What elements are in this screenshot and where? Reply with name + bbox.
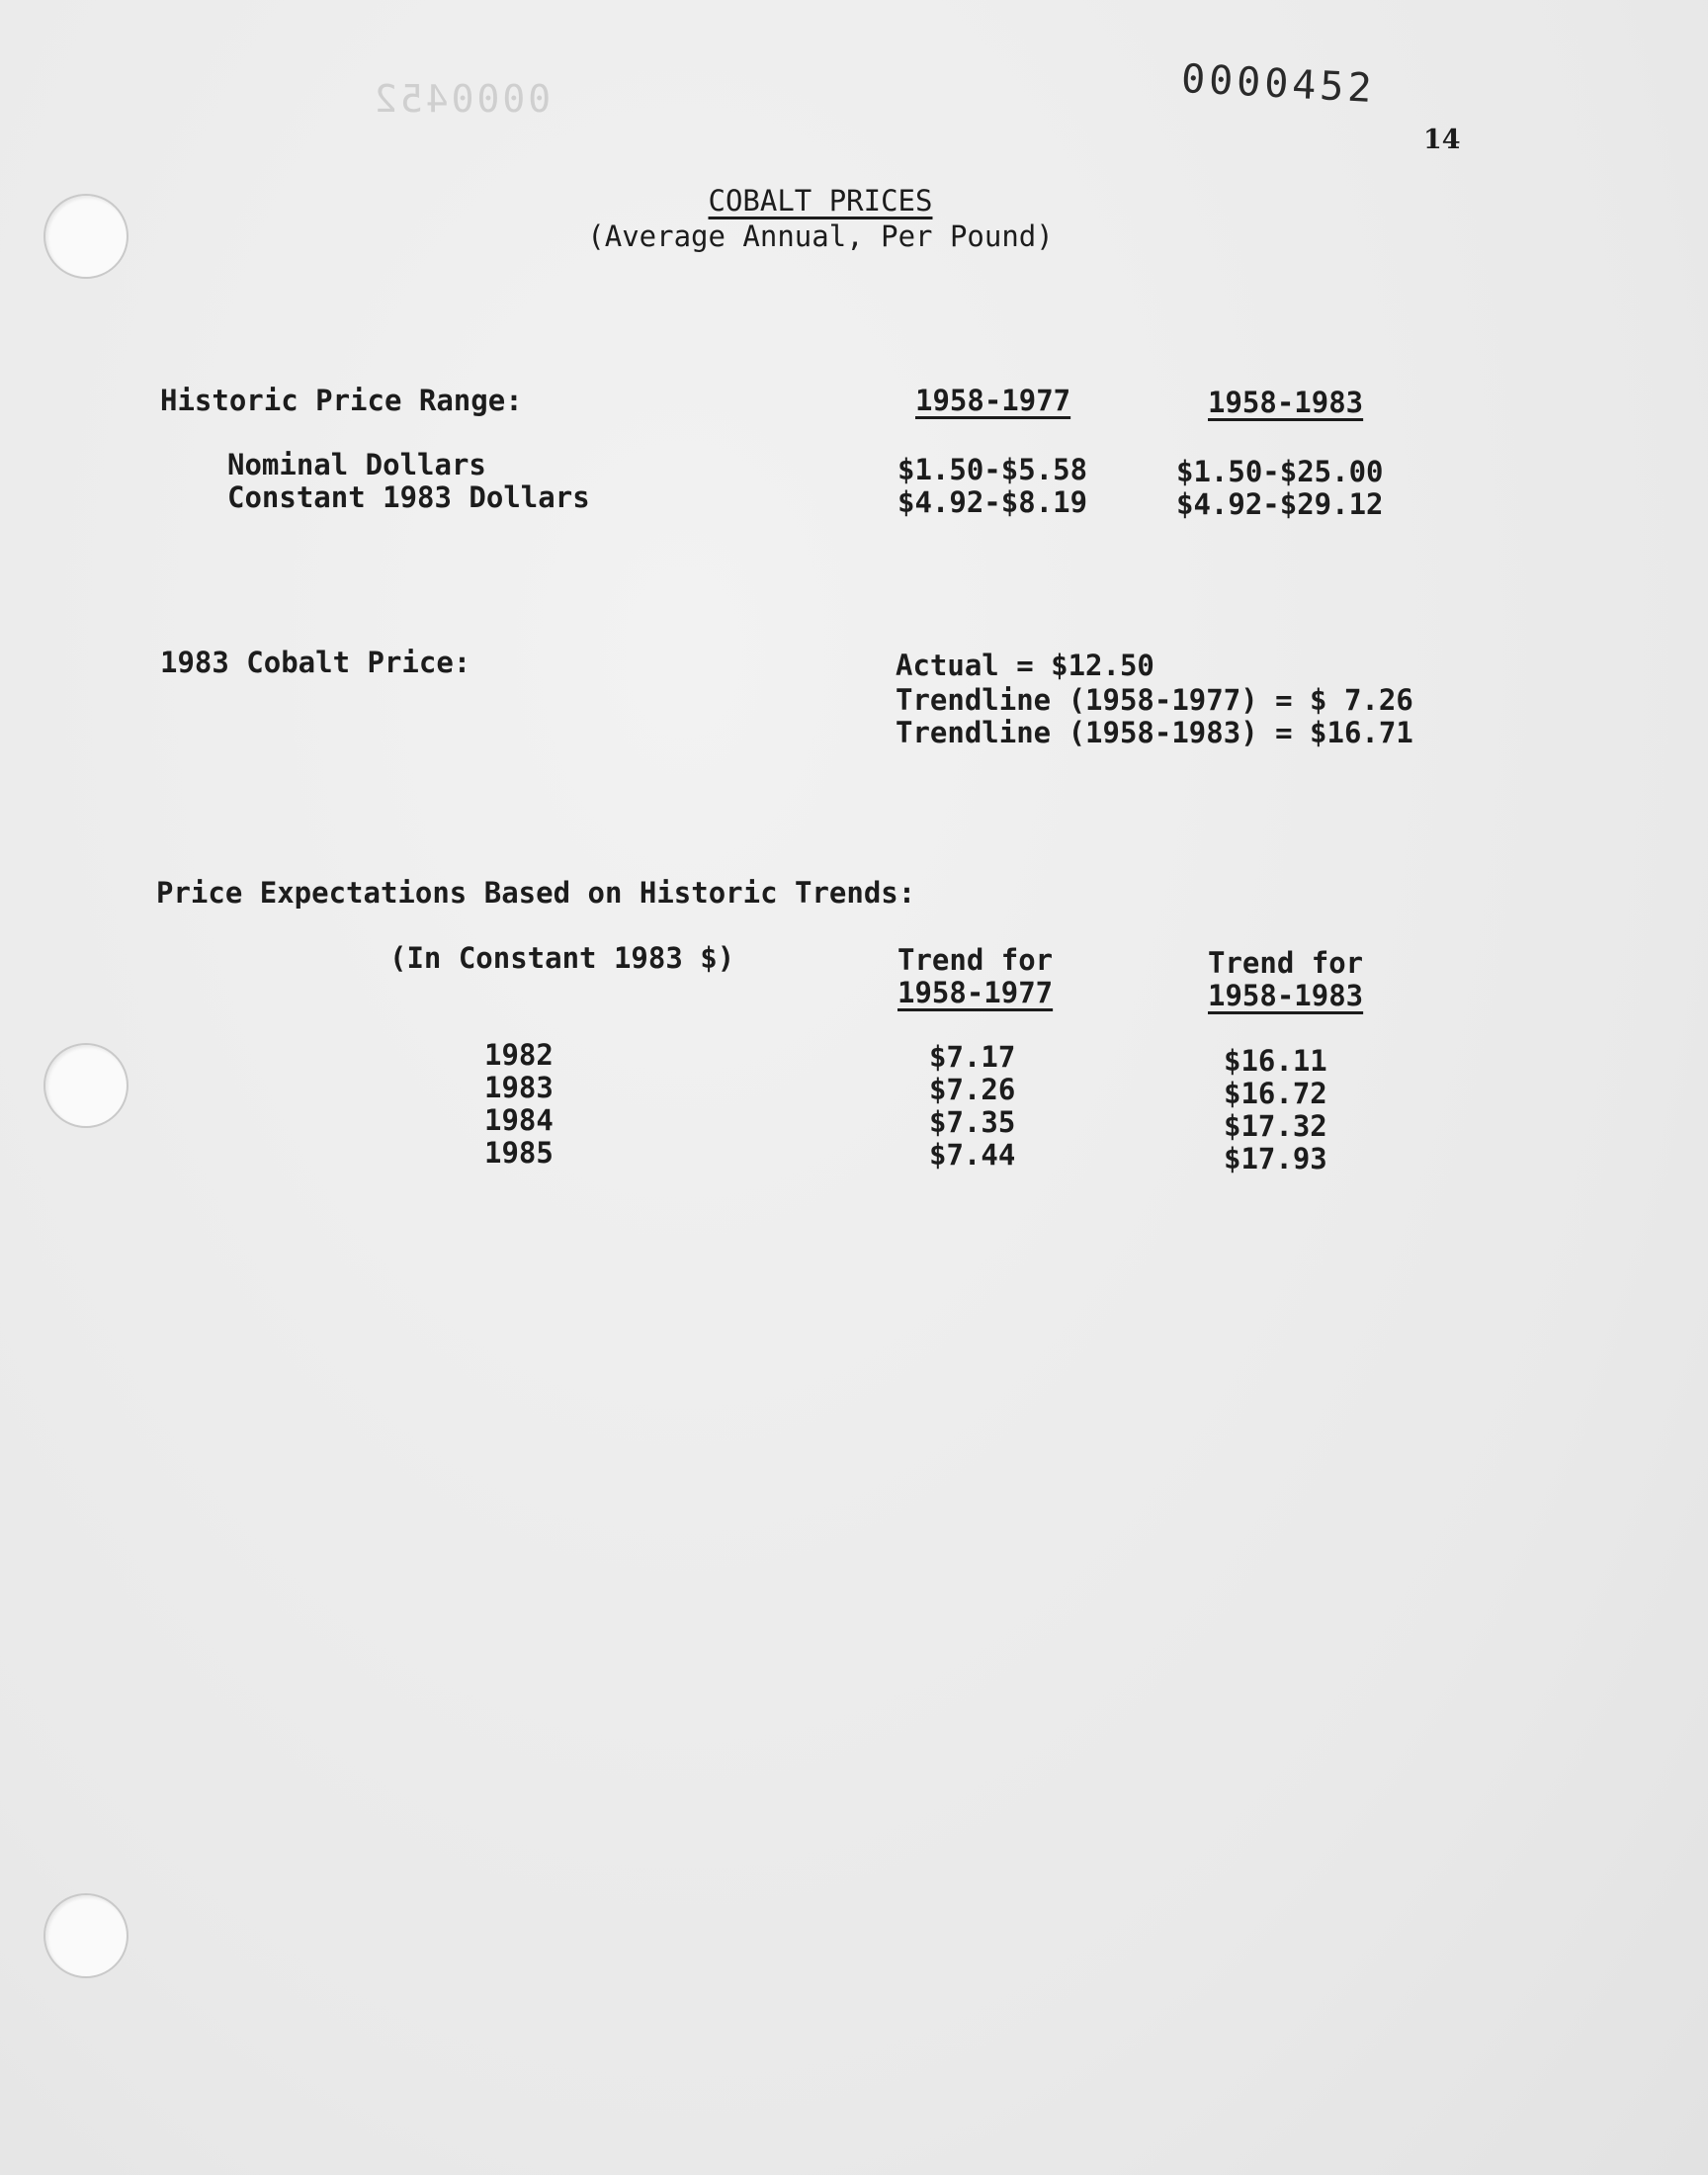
historic-col2-header: 1958-1983	[1208, 386, 1364, 419]
historic-row-value: $4.92-$8.19	[897, 485, 1088, 519]
expectations-value: $7.17	[929, 1040, 1016, 1074]
expectations-sublabel: (In Constant 1983 $)	[389, 941, 735, 975]
historic-row-value: $1.50-$5.58	[897, 453, 1088, 486]
page-number: 14	[1423, 125, 1461, 155]
expectations-year: 1984	[484, 1103, 554, 1137]
binder-hole	[43, 1893, 128, 1978]
price-1983-label: 1983 Cobalt Price:	[160, 646, 471, 679]
price-1983-line: Trendline (1958-1983) = $16.71	[896, 716, 1413, 749]
expectations-value: $16.72	[1224, 1077, 1327, 1110]
expectations-value: $16.11	[1224, 1044, 1327, 1078]
expectations-value: $17.93	[1224, 1142, 1327, 1175]
expectations-value: $7.44	[929, 1138, 1016, 1172]
historic-col1-header: 1958-1977	[915, 384, 1071, 417]
expectations-col2-header-line2: 1958-1983	[1208, 979, 1364, 1012]
binder-hole	[43, 1043, 128, 1128]
page-subtitle: (Average Annual, Per Pound)	[587, 219, 1054, 253]
expectations-col2-header-line1: Trend for	[1208, 946, 1364, 980]
historic-range-label: Historic Price Range:	[160, 384, 523, 417]
bleed-through-stamp: 0000452	[372, 77, 552, 121]
page-title: COBALT PRICES	[708, 184, 933, 218]
historic-row-label: Constant 1983 Dollars	[227, 480, 590, 514]
expectations-col1-header-line2: 1958-1977	[897, 976, 1054, 1009]
document-stamp-number: 0000452	[1179, 55, 1377, 113]
price-1983-line: Actual = $12.50	[896, 649, 1154, 682]
expectations-value: $7.26	[929, 1073, 1016, 1106]
price-1983-line: Trendline (1958-1977) = $ 7.26	[896, 683, 1413, 717]
expectations-year: 1983	[484, 1071, 554, 1104]
expectations-label: Price Expectations Based on Historic Trends:	[156, 876, 916, 910]
expectations-value: $17.32	[1224, 1109, 1327, 1143]
historic-row-value: $4.92-$29.12	[1176, 487, 1384, 521]
expectations-value: $7.35	[929, 1105, 1016, 1139]
expectations-year: 1985	[484, 1136, 554, 1170]
expectations-year: 1982	[484, 1038, 554, 1072]
historic-row-label: Nominal Dollars	[227, 448, 486, 481]
historic-row-value: $1.50-$25.00	[1176, 455, 1384, 488]
expectations-col1-header-line1: Trend for	[897, 943, 1054, 977]
